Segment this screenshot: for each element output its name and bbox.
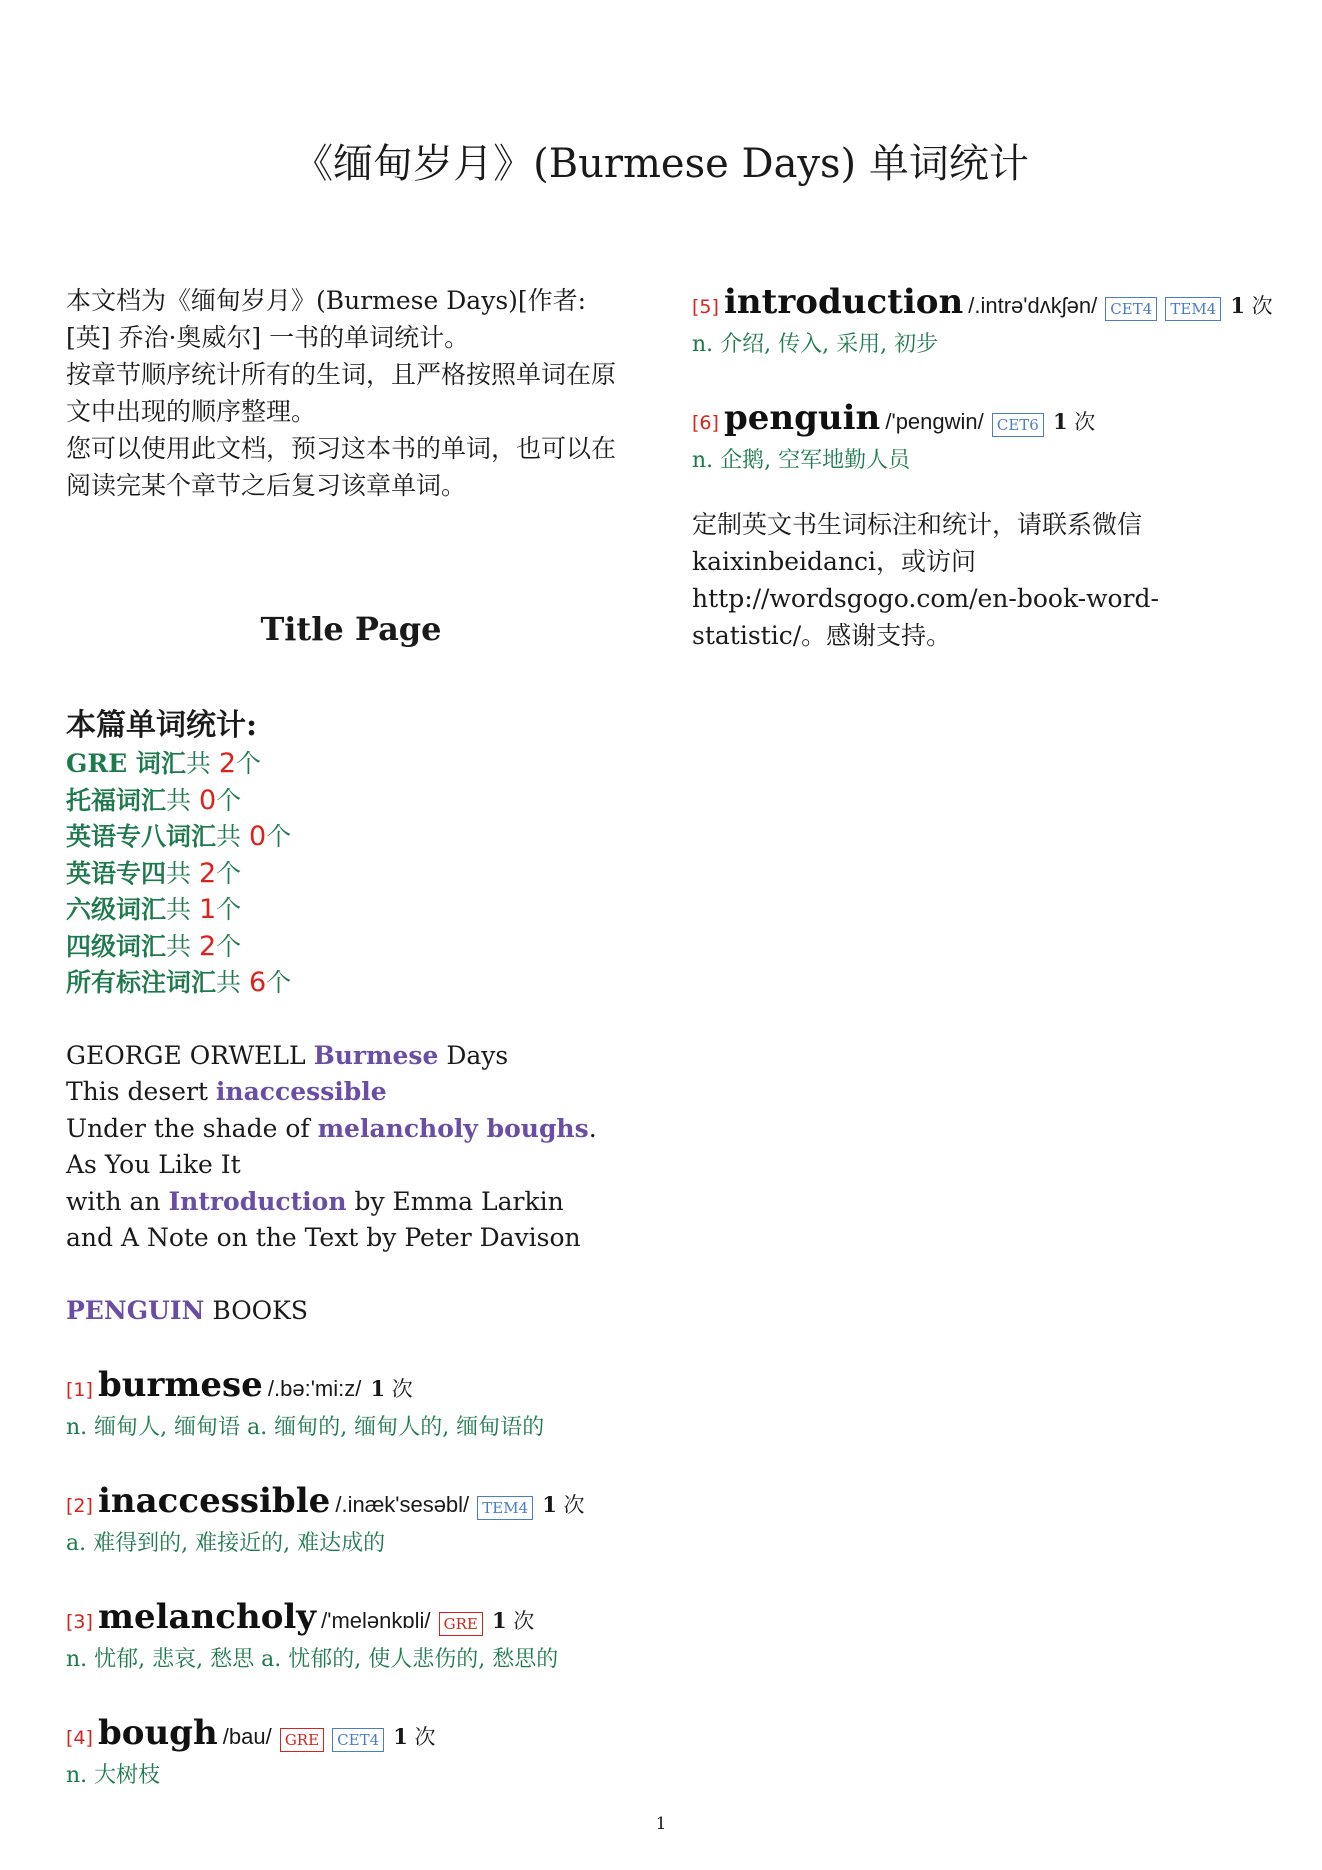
- count-unit: 次: [407, 1725, 436, 1750]
- word-index: [6]: [692, 412, 719, 434]
- right-column: [692, 282, 1273, 654]
- stat-count: 6: [248, 967, 267, 999]
- occurrence-count: [1053, 410, 1095, 434]
- stat-unit: 个: [266, 968, 292, 998]
- text-span: with an: [66, 1186, 169, 1216]
- stat-row: [66, 819, 636, 856]
- count-value: 1: [1052, 409, 1068, 434]
- text-span: This desert: [66, 1077, 216, 1107]
- stat-row: [66, 856, 636, 893]
- count-unit: 次: [556, 1493, 585, 1518]
- highlighted-word: inaccessible: [215, 1077, 387, 1107]
- phonetic: /.inæk'sesəbl/: [335, 1492, 470, 1518]
- stat-unit: 个: [236, 749, 262, 779]
- word-entry: [66, 1713, 636, 1793]
- tag-badge-cet6: CET6: [992, 413, 1044, 437]
- tag-badge-tem4: TEM4: [1165, 297, 1221, 321]
- tag-badge-cet4: CET4: [332, 1728, 384, 1752]
- intro-line: 按章节顺序统计所有的生词，且严格按照单词在原文中出现的顺序整理。: [66, 360, 617, 426]
- text-span: Under the shade of: [66, 1113, 318, 1143]
- text-span: .: [588, 1113, 597, 1143]
- count-value: 1: [393, 1724, 408, 1750]
- phonetic: /'pengwin/: [885, 409, 984, 434]
- page-title: 《缅甸岁月》(Burmese Days) 单词统计: [293, 141, 1029, 187]
- stat-row: [66, 929, 636, 966]
- intro-line: 本文档为《缅甸岁月》(Burmese Days)[作者: [英] 乔治·奥威尔] 一书的单词统计。: [66, 286, 587, 352]
- intro-line: 您可以使用此文档，预习这本书的单词，也可以在阅读完某个章节之后复习该章单词。: [66, 434, 617, 500]
- highlighted-word: Burmese: [313, 1040, 439, 1070]
- text-span: BOOKS: [204, 1295, 308, 1325]
- count-unit: 次: [506, 1609, 535, 1634]
- definition: n. 缅甸人, 缅甸语 a. 缅甸的, 缅甸人的, 缅甸语的: [66, 1415, 545, 1441]
- stat-label: 所有标注词汇: [66, 968, 217, 998]
- count-value: 1: [370, 1376, 386, 1402]
- stat-count: 0: [198, 784, 217, 816]
- stat-row: [66, 746, 636, 783]
- definition: a. 难得到的, 难接近的, 难达成的: [66, 1531, 386, 1557]
- stat-count: 2: [198, 930, 217, 962]
- stat-mid: 共: [185, 749, 219, 779]
- tag-badge-tem4: TEM4: [477, 1496, 533, 1520]
- stats-title: 本篇单词统计:: [66, 708, 258, 744]
- word-list-left: [66, 1365, 636, 1793]
- stat-row: [66, 892, 636, 929]
- section-heading: Title Page: [260, 610, 442, 648]
- stat-mid: 共: [166, 858, 199, 888]
- book-line: and A Note on the Text by Peter Davison: [66, 1223, 581, 1253]
- word-index: [3]: [66, 1611, 93, 1634]
- word-entry: [692, 282, 1273, 362]
- occurrence-count: [542, 1493, 584, 1517]
- occurrence-count: [1230, 294, 1272, 318]
- word-head: [66, 1365, 636, 1411]
- book-line: [66, 1184, 636, 1221]
- headword: melancholy: [98, 1597, 317, 1638]
- intro-block: [66, 282, 636, 504]
- count-unit: 次: [1244, 294, 1273, 318]
- stat-label: 六级词汇: [66, 895, 167, 925]
- occurrence-count: [370, 1377, 412, 1401]
- highlighted-word: PENGUIN: [66, 1295, 205, 1325]
- word-index: [5]: [692, 296, 719, 318]
- page-number: 1: [655, 1814, 667, 1834]
- count-value: 1: [1230, 293, 1245, 318]
- word-entry: [66, 1597, 636, 1677]
- spacer: [66, 1257, 636, 1293]
- text-span: GEORGE ORWELL: [66, 1040, 314, 1070]
- word-index: [1]: [66, 1379, 93, 1402]
- promo-text: 定制英文书生词标注和统计，请联系微信 kaixinbeidanci，或访问 http://wordsgogo.com/en-book-word-statistic/。感谢支持。: [692, 510, 1159, 650]
- word-head: [692, 282, 1273, 328]
- word-entry: [66, 1481, 636, 1561]
- stat-mid: 共: [166, 931, 199, 961]
- word-list-right: [692, 282, 1273, 478]
- count-value: 1: [542, 1492, 557, 1518]
- stat-mid: 共: [216, 968, 249, 998]
- count-value: 1: [491, 1608, 507, 1634]
- definition: n. 介绍, 传入, 采用, 初步: [692, 332, 939, 357]
- stat-label: 四级词汇: [66, 931, 167, 961]
- book-line: [66, 1074, 636, 1111]
- definition: n. 忧郁, 悲哀, 愁思 a. 忧郁的, 使人悲伤的, 愁思的: [66, 1647, 559, 1673]
- stat-label: 托福词汇: [66, 785, 167, 815]
- headword: bough: [98, 1713, 218, 1754]
- stat-count: 0: [248, 821, 267, 853]
- stat-unit: 个: [216, 895, 242, 925]
- stat-count: 2: [218, 748, 237, 780]
- phonetic: /bau/: [222, 1724, 272, 1750]
- word-head: [692, 398, 1262, 444]
- text-span: Days: [438, 1040, 509, 1070]
- book-line: As You Like It: [66, 1150, 241, 1180]
- tag-badge-gre: GRE: [280, 1728, 324, 1752]
- highlighted-word: Introduction: [168, 1186, 347, 1216]
- count-unit: 次: [1067, 410, 1096, 434]
- stat-row: [66, 783, 636, 820]
- phonetic: /.intrə'dʌkʃən/: [968, 293, 1098, 318]
- headword: introduction: [724, 282, 964, 322]
- stat-unit: 个: [216, 785, 242, 815]
- left-column: [66, 282, 636, 1793]
- headword: burmese: [98, 1365, 263, 1406]
- book-line: [66, 1038, 636, 1075]
- tag-badge-gre: GRE: [439, 1612, 483, 1636]
- stat-count: 1: [198, 894, 217, 926]
- stat-mid: 共: [166, 785, 199, 815]
- promo-note: [692, 506, 1262, 654]
- headword: penguin: [724, 398, 881, 438]
- stat-row: [66, 965, 636, 1002]
- highlighted-word: melancholy boughs: [317, 1113, 589, 1143]
- word-index: [4]: [66, 1727, 93, 1750]
- phonetic: /'melənkɒli/: [321, 1608, 431, 1634]
- word-head: [66, 1713, 636, 1759]
- word-index: [2]: [66, 1495, 93, 1518]
- text-span: by Emma Larkin: [346, 1186, 564, 1216]
- stat-label: GRE 词汇: [66, 749, 186, 779]
- stats-block: [66, 706, 636, 1002]
- word-head: [66, 1481, 636, 1527]
- definition: n. 企鹅, 空军地勤人员: [692, 448, 911, 473]
- headword: inaccessible: [98, 1481, 331, 1522]
- stat-count: 2: [198, 857, 217, 889]
- stat-unit: 个: [266, 822, 292, 852]
- occurrence-count: [393, 1725, 435, 1749]
- definition: n. 大树枝: [66, 1763, 161, 1789]
- word-entry: [66, 1365, 636, 1445]
- book-text: [66, 1038, 636, 1330]
- stat-label: 英语专四: [66, 858, 167, 888]
- phonetic: /.bə:'mi:z/: [267, 1376, 362, 1402]
- tag-badge-cet4: CET4: [1105, 297, 1157, 321]
- stat-label: 英语专八词汇: [66, 822, 217, 852]
- word-head: [66, 1597, 636, 1643]
- stat-unit: 个: [216, 858, 242, 888]
- stat-mid: 共: [166, 895, 199, 925]
- word-entry: [692, 398, 1262, 478]
- stat-mid: 共: [216, 822, 249, 852]
- stat-unit: 个: [216, 931, 242, 961]
- book-line: [66, 1293, 636, 1330]
- book-line: [66, 1111, 636, 1148]
- count-unit: 次: [385, 1377, 413, 1402]
- occurrence-count: [492, 1609, 534, 1633]
